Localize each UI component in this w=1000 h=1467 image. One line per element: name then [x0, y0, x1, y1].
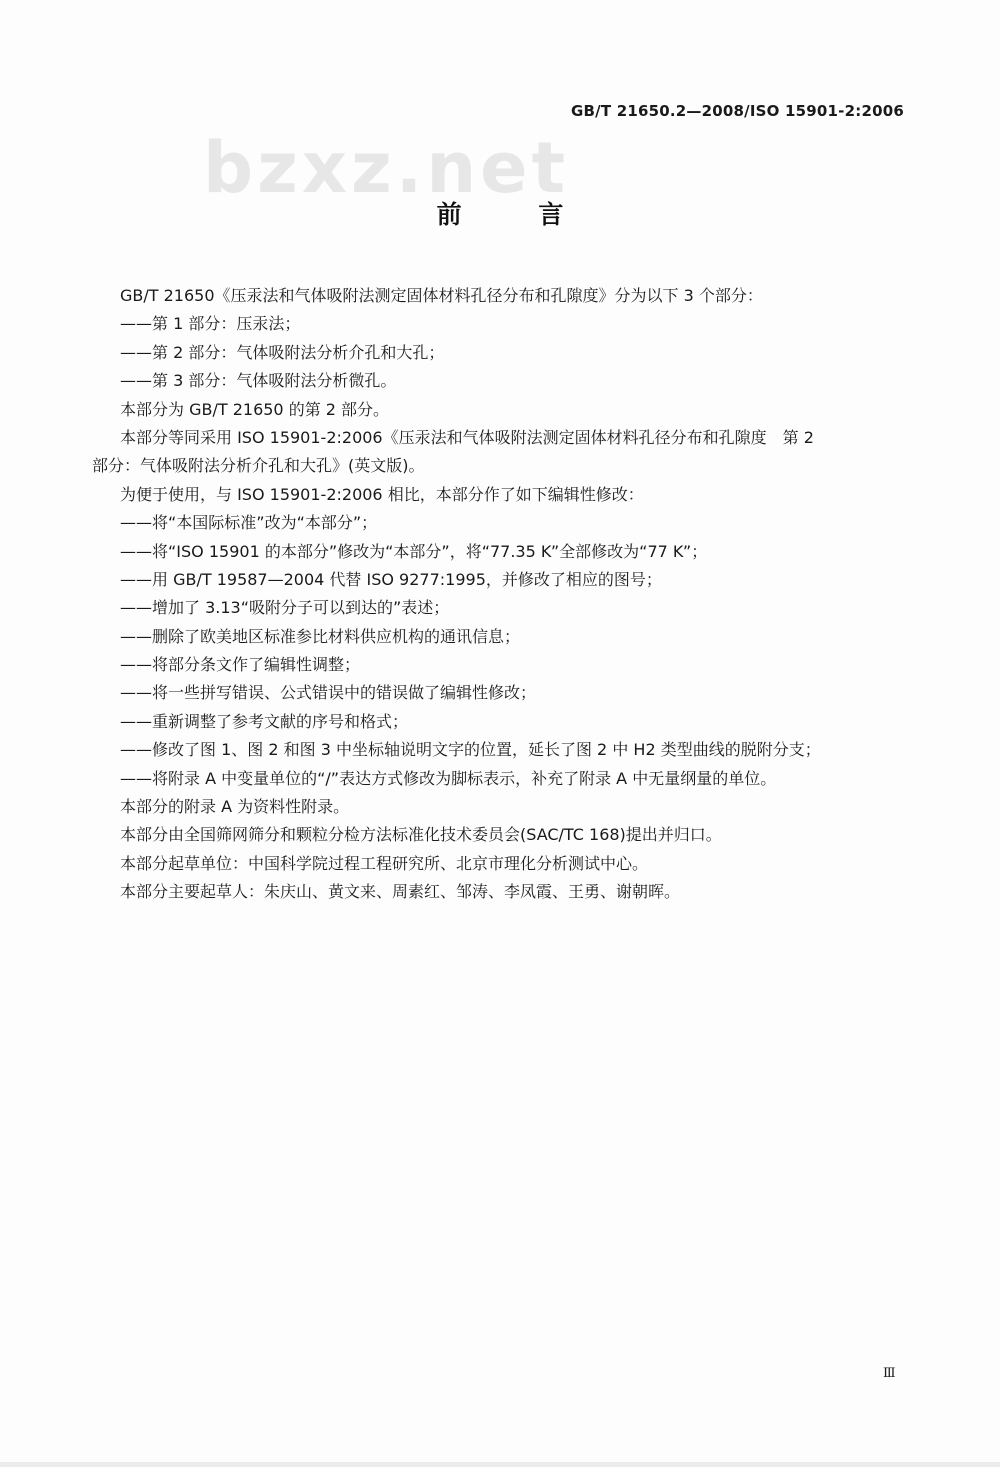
list-item-part1: ——第 1 部分：压汞法；: [120, 314, 301, 334]
page-bottom-edge: [0, 1462, 1000, 1467]
preface-body: [92, 282, 912, 907]
standard-code-header: GB/T 21650.2—2008/ISO 15901-2:2006: [571, 102, 904, 120]
paragraph-part-statement: 本部分为 GB/T 21650 的第 2 部分。: [120, 399, 390, 419]
list-item-edit: ——用 GB/T 19587—2004 代替 ISO 9277:1995，并修改了相应的图号；: [120, 569, 662, 589]
paragraph-drafters: 本部分主要起草人：朱庆山、黄文来、周素红、邹涛、李凤霞、王勇、谢朝晖。: [120, 882, 681, 902]
page-title: 前 言: [436, 200, 598, 229]
list-item-edit: ——增加了 3.13“吸附分子可以到达的”表述；: [120, 598, 450, 618]
paragraph-annex: 本部分的附录 A 为资料性附录。: [120, 797, 350, 817]
list-item-edit: ——将“本国际标准”改为“本部分”；: [120, 513, 378, 533]
page-number: Ⅲ: [882, 1366, 896, 1381]
list-item-part2: ——第 2 部分：气体吸附法分析介孔和大孔；: [120, 342, 445, 362]
list-item-edit: ——将“ISO 15901 的本部分”修改为“本部分”，将“77.35 K”全部修改为“77 K”；: [120, 541, 708, 561]
watermark: bzxz.net: [203, 127, 570, 209]
list-item-part3: ——第 3 部分：气体吸附法分析微孔。: [120, 371, 397, 391]
paragraph-equivalence-cont: 部分：气体吸附法分析介孔和大孔》(英文版)。: [92, 456, 425, 476]
paragraph-proposer: 本部分由全国筛网筛分和颗粒分检方法标准化技术委员会(SAC/TC 168)提出并归口。: [120, 825, 722, 845]
list-item-edit: ——修改了图 1、图 2 和图 3 中坐标轴说明文字的位置，延长了图 2 中 H2 类型曲线的脱附分支；: [120, 740, 821, 760]
list-item-edit: ——将一些拼写错误、公式错误中的错误做了编辑性修改；: [120, 683, 537, 703]
paragraph-equivalence: 本部分等同采用 ISO 15901-2:2006《压汞法和气体吸附法测定固体材料孔径分布和孔隙度 第 2: [120, 427, 814, 447]
list-item-edit: ——将附录 A 中变量单位的“/”表达方式修改为脚标表示，补充了附录 A 中无量纲量的单位。: [120, 768, 777, 788]
list-item-edit: ——删除了欧美地区标准参比材料供应机构的通讯信息；: [120, 626, 521, 646]
list-item-edit: ——将部分条文作了编辑性调整；: [120, 655, 361, 675]
paragraph-intro: GB/T 21650《压汞法和气体吸附法测定固体材料孔径分布和孔隙度》分为以下 3 个部分：: [120, 286, 763, 305]
list-item-edit: ——重新调整了参考文献的序号和格式；: [120, 711, 409, 731]
paragraph-edits-intro: 为便于使用，与 ISO 15901-2:2006 相比，本部分作了如下编辑性修改：: [120, 484, 644, 504]
paragraph-drafting-unit: 本部分起草单位：中国科学院过程工程研究所、北京市理化分析测试中心。: [120, 853, 649, 873]
